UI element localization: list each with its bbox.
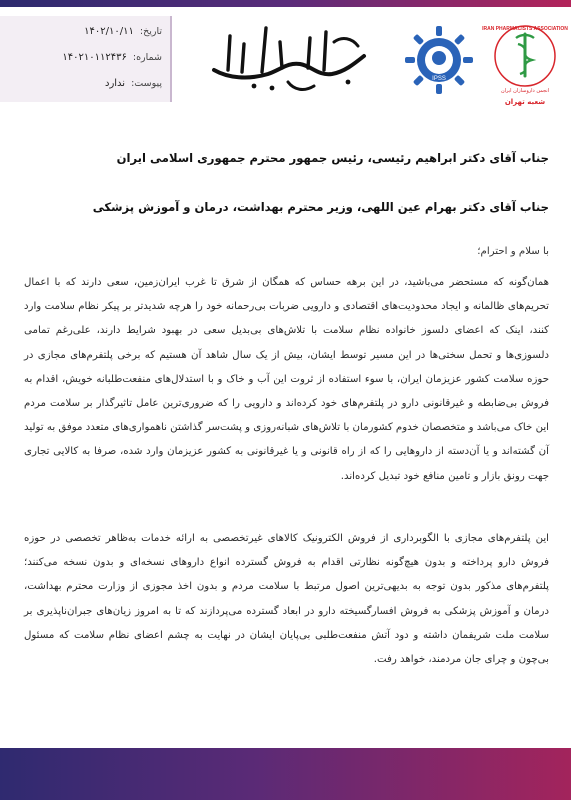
greeting: با سلام و احترام؛ <box>477 246 549 257</box>
number-value: ۱۴۰۲۱۰۱۱۲۴۳۶ <box>62 52 127 63</box>
branch-label: شعبه تهران <box>504 98 546 106</box>
irpa-persian-text: انجمن داروسازان ایران <box>500 88 550 94</box>
iran-pharmacists-association-logo <box>482 18 568 108</box>
addressee-president: جناب آقای دکتر ابراهیم رئیسی، رئیس جمهور محترم جمهوری اسلامی ایران <box>116 151 549 165</box>
top-decorative-band <box>0 0 571 7</box>
bottom-decorative-band <box>0 748 571 800</box>
attachment-value: ندارد <box>104 78 126 89</box>
letter-meta-box <box>0 16 172 102</box>
attachment-label: پیوست: <box>131 78 162 89</box>
irpa-english-text: IRAN PHARMACISTS ASSOCIATION <box>482 26 568 32</box>
meta-date-row <box>84 26 162 37</box>
paragraph-2: این پلتفرم‌های مجازی با الگوبرداری از فروش الکترونیک کالاهای غیرتخصصی به ارائه خدمات به‌ظاهر تخصصی در حوزه فروش دارو پرداخته و بدون هیچ‌گونه نظارتی اقدام به فروش گسترده انواع داروهای نسخه‌ای و بدون نسخه می‌کنند؛ پلتفرم‌های مذکور بدون توجه به بدیهی‌ترین اصول مرتبط با سلامت مردم و بدون اخذ مجوزی از وزارت محترم بهداشت، درمان و آموزش پزشکی به فروش افسارگسیخته دارو در ابعاد گسترده می‌پردازند که تا به امروز زیان‌های جبران‌ناپذیری بر سلامت ملت شریفمان داشته و دود آتش منفعت‌طلبی بی‌پایان ایشان در نهایت به چشم اعضای نظام سلامت که مسئول بی‌چون و چرای جان مردمند، خواهد رفت. <box>24 533 549 666</box>
date-label: تاریخ: <box>139 26 162 37</box>
meta-number-row <box>62 52 162 63</box>
date-value: ۱۴۰۲/۱۰/۱۱ <box>84 26 134 37</box>
ipss-logo <box>403 24 475 96</box>
number-label: شماره: <box>132 52 162 63</box>
paragraph-1: همان‌گونه که مستحضر می‌باشید، در این برهه حساس که همگان از شرق تا غرب ایران‌زمین، سعی دارند که با اعمال تحریم‌های ظالمانه و ایجاد محدودیت‌های اقتصادی و دارویی ضربات بی‌رحمانه خود را هرچه شدیدتر بر پیکر نظام سلامت وارد کنند، اینک که اعضای دلسوز خانواده نظام سلامت با تلاش‌های بی‌بدیل سعی در بهبود شرایط دارند، علی‌رغم تمامی دلسوزی‌ها و تحمل سختی‌ها در این مسیر توسط ایشان، بیش از یک سال شاهد آن هستیم که برخی پلتفرم‌های مجازی در حوزه سلامت کشور عزیزمان ایران، با سوء استفاده از ثروت این آب و خاک و با استدلال‌های منفعت‌طلبانه خویش، اقدام به فروش بی‌ضابطه و غیرقانونی دارو در پلتفرم‌های خود کرده‌اند و دارویی را که ضروری‌ترین عامل تاثیرگذار بر سلامت مردم این خاک می‌باشد و متخصصان خدوم کشورمان با تلاش‌های شبانه‌روزی و پشت‌سر گذاشتن ناهمواری‌های متعدد موفق به تولید آن گشته‌اند و یا آن‌دسته از داروهایی را که از راه قانونی و یا غیرقانونی به کشور عزیزمان وارد شده، صرفا به کالایی تجاری جهت رونق بازار و تامین منافع خود تبدیل کرده‌اند. <box>24 277 549 482</box>
addressee-health-minister: جناب آقای دکتر بهرام عین اللهی، وزیر محترم بهداشت، درمان و آموزش پزشکی <box>92 200 549 214</box>
meta-attachment-row <box>105 78 162 89</box>
ipss-logo-text: IPSS <box>432 76 446 82</box>
bismillah-calligraphy <box>208 22 370 98</box>
